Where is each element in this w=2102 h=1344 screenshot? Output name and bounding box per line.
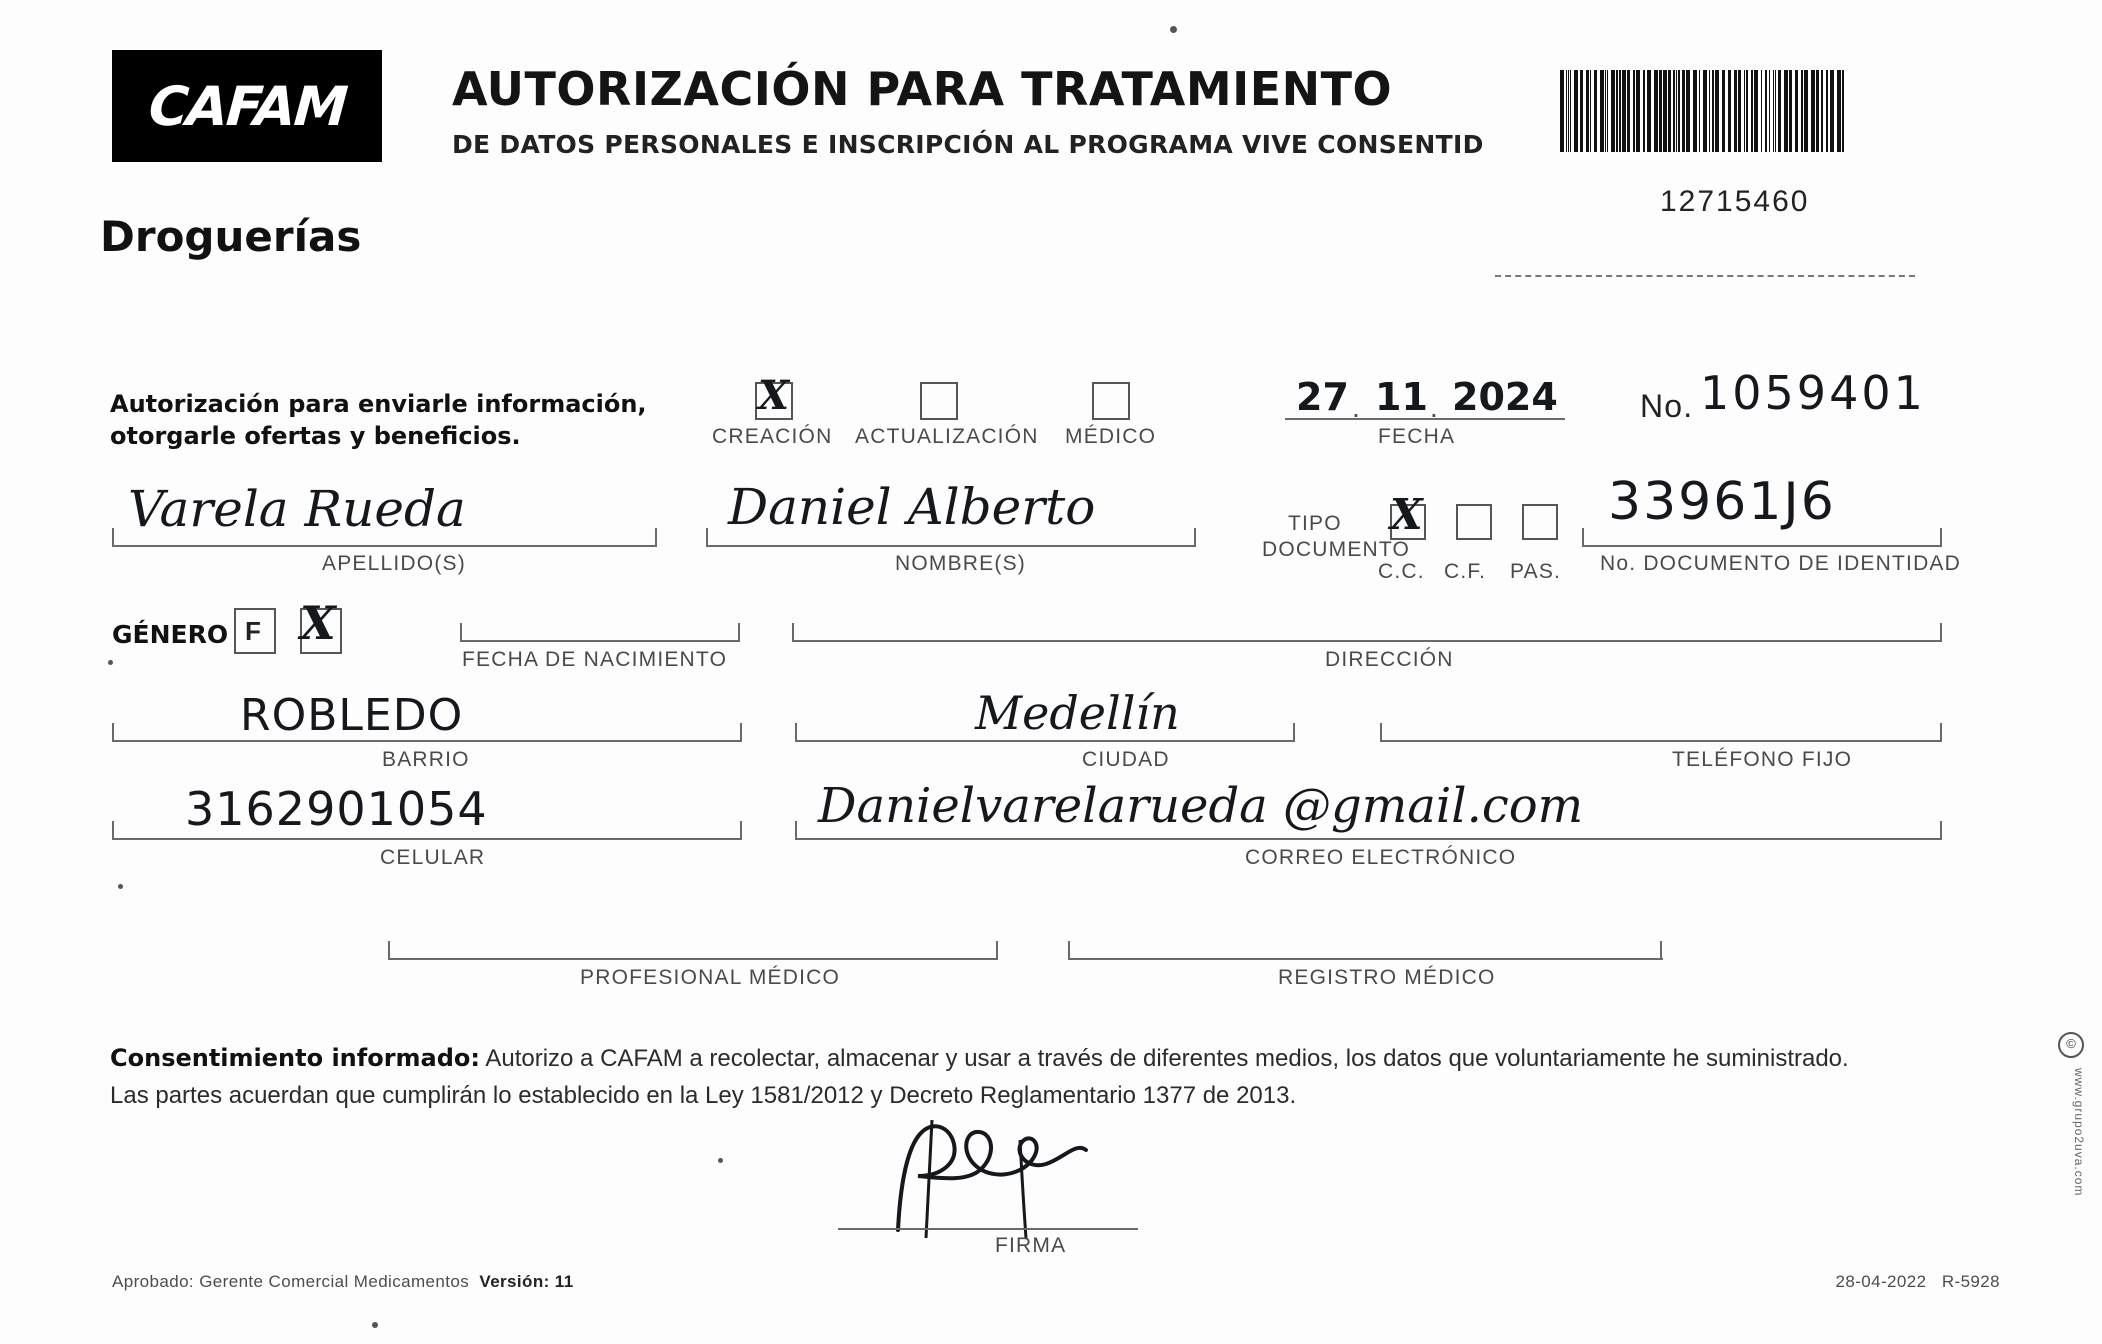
footer-version-value: 11 <box>554 1272 574 1291</box>
divider-dashed <box>1495 275 1915 277</box>
firma-rule <box>838 1228 1138 1230</box>
celular-tick-right <box>740 821 742 839</box>
documento-value: 33961J6 <box>1608 472 1836 532</box>
telefono-rule <box>1380 740 1942 742</box>
copyright-icon: © <box>2058 1032 2084 1058</box>
barrio-rule <box>112 740 742 742</box>
label-nombre: NOMBRE(S) <box>895 552 1026 575</box>
page-title: AUTORIZACIÓN PARA TRATAMIENTO <box>452 62 1393 116</box>
side-watermark: www.grupo2uva.com <box>2072 1068 2086 1197</box>
label-ciudad: CIUDAD <box>1082 748 1170 771</box>
fecha-nacimiento-rule <box>460 640 740 642</box>
apellido-tick-left <box>112 528 114 546</box>
correo-tick-right <box>1940 821 1942 839</box>
numero-prefix: No. <box>1640 388 1694 424</box>
scan-speck <box>1170 26 1177 33</box>
footer-approved-by: Gerente Comercial Medicamentos <box>199 1272 470 1291</box>
footer-right <box>1835 1272 2000 1292</box>
correo-rule <box>795 838 1942 840</box>
registro-tick-left <box>1068 941 1070 959</box>
correo-tick-left <box>795 821 797 839</box>
fecha-dot-2: . <box>1430 392 1439 423</box>
footer-date: 28-04-2022 <box>1835 1272 1927 1291</box>
consent-body-2: Las partes acuerdan que cumplirán lo establecido en la Ley 1581/2012 y Decreto Reglamentario 1377 de 2013. <box>110 1082 1297 1110</box>
direccion-rule <box>792 640 1942 642</box>
ciudad-rule <box>795 740 1295 742</box>
label-tipo-documento-2: DOCUMENTO <box>1262 538 1411 561</box>
consent-title: Consentimiento informado: <box>110 1044 480 1072</box>
label-apellido: APELLIDO(S) <box>322 552 466 575</box>
checkbox-cf[interactable] <box>1456 504 1492 540</box>
label-actualizacion: ACTUALIZACIÓN <box>855 425 1039 448</box>
documento-rule <box>1582 545 1942 547</box>
checkbox-creacion-mark: X <box>758 372 790 419</box>
fecha-day-value: 27 <box>1296 375 1349 419</box>
checkbox-actualizacion[interactable] <box>920 382 958 420</box>
droguerias-label: Droguerías <box>100 212 362 261</box>
label-documento: No. DOCUMENTO DE IDENTIDAD <box>1600 552 1962 575</box>
celular-value: 3162901054 <box>185 782 488 836</box>
cafam-logo-text: CAFAM <box>146 74 348 138</box>
direccion-tick-left <box>792 623 794 641</box>
fecha-rule <box>1285 418 1565 420</box>
label-direccion: DIRECCIÓN <box>1325 648 1454 671</box>
checkbox-pas[interactable] <box>1522 504 1558 540</box>
label-fecha: FECHA <box>1378 425 1456 448</box>
numero-value: 1059401 <box>1700 366 1926 420</box>
checkbox-genero-m-mark: X <box>300 596 336 650</box>
documento-tick-right <box>1940 528 1942 546</box>
celular-tick-left <box>112 821 114 839</box>
signature-drawing <box>880 1120 1180 1240</box>
registro-tick-right <box>1660 941 1662 959</box>
label-barrio: BARRIO <box>382 748 470 771</box>
scan-speck <box>108 660 113 665</box>
label-telefono: TELÉFONO FIJO <box>1672 748 1853 771</box>
label-tipo-documento-1: TIPO <box>1288 512 1342 535</box>
telefono-tick-left <box>1380 723 1382 741</box>
label-correo: CORREO ELECTRÓNICO <box>1245 846 1517 869</box>
footer-approved-label: Aprobado: <box>112 1272 195 1291</box>
direccion-tick-right <box>1940 623 1942 641</box>
consent-paragraph <box>110 1040 2000 1114</box>
label-cf: C.F. <box>1444 560 1487 583</box>
label-medico: MÉDICO <box>1065 425 1157 448</box>
intro-line-1: Autorización para enviarle información, <box>110 390 647 418</box>
scan-speck <box>718 1158 723 1163</box>
barcode <box>1560 70 1905 152</box>
footer-version-label: Versión: <box>479 1272 550 1291</box>
barrio-tick-left <box>112 723 114 741</box>
label-profesional: PROFESIONAL MÉDICO <box>580 966 841 989</box>
profesional-tick-left <box>388 941 390 959</box>
scan-speck <box>372 1322 378 1328</box>
profesional-tick-right <box>996 941 998 959</box>
profesional-rule <box>388 958 998 960</box>
telefono-tick-right <box>1940 723 1942 741</box>
label-genero-f: F <box>245 616 263 646</box>
ciudad-tick-right <box>1293 723 1295 741</box>
label-cc: C.C. <box>1378 560 1425 583</box>
correo-value: Danielvarelarueda @gmail.com <box>818 778 1584 834</box>
nombre-value: Daniel Alberto <box>728 478 1096 536</box>
apellido-tick-right <box>655 528 657 546</box>
fecha-dot-1: . <box>1352 392 1361 423</box>
registro-rule <box>1068 958 1663 960</box>
footer-code: R-5928 <box>1941 1272 2000 1291</box>
label-pas: PAS. <box>1510 560 1562 583</box>
checkbox-medico[interactable] <box>1092 382 1130 420</box>
page-subtitle: DE DATOS PERSONALES E INSCRIPCIÓN AL PROGRAMA VIVE CONSENTID <box>452 130 1484 159</box>
fnac-tick-right <box>738 623 740 641</box>
documento-tick-left <box>1582 528 1584 546</box>
ciudad-value: Medellín <box>975 686 1180 740</box>
scan-speck <box>118 884 123 889</box>
label-creacion: CREACIÓN <box>712 425 833 448</box>
fecha-month-value: 11 <box>1375 375 1428 419</box>
title-block <box>440 50 1512 170</box>
barrio-value: ROBLEDO <box>240 690 464 741</box>
intro-line-2: otorgarle ofertas y beneficios. <box>110 422 521 450</box>
consent-body-1: Autorizo a CAFAM a recolectar, almacenar y usar a través de diferentes medios, los datos que voluntariamente he suministrado. <box>480 1045 1849 1072</box>
apellido-rule <box>112 545 657 547</box>
cafam-logo <box>112 50 382 162</box>
checkbox-cc-mark: X <box>1390 490 1423 539</box>
barcode-number: 12715460 <box>1660 185 1810 218</box>
label-celular: CELULAR <box>380 846 486 869</box>
label-fecha-nacimiento: FECHA DE NACIMIENTO <box>462 648 728 671</box>
nombre-tick-right <box>1194 528 1196 546</box>
nombre-rule <box>706 545 1196 547</box>
barrio-tick-right <box>740 723 742 741</box>
fecha-year-value: 2024 <box>1452 375 1558 419</box>
label-registro: REGISTRO MÉDICO <box>1278 966 1496 989</box>
fnac-tick-left <box>460 623 462 641</box>
footer-left <box>112 1272 574 1292</box>
apellido-value: Varela Rueda <box>128 480 466 538</box>
celular-rule <box>112 838 742 840</box>
nombre-tick-left <box>706 528 708 546</box>
ciudad-tick-left <box>795 723 797 741</box>
label-genero: GÉNERO <box>112 620 229 649</box>
label-firma: FIRMA <box>995 1234 1067 1257</box>
